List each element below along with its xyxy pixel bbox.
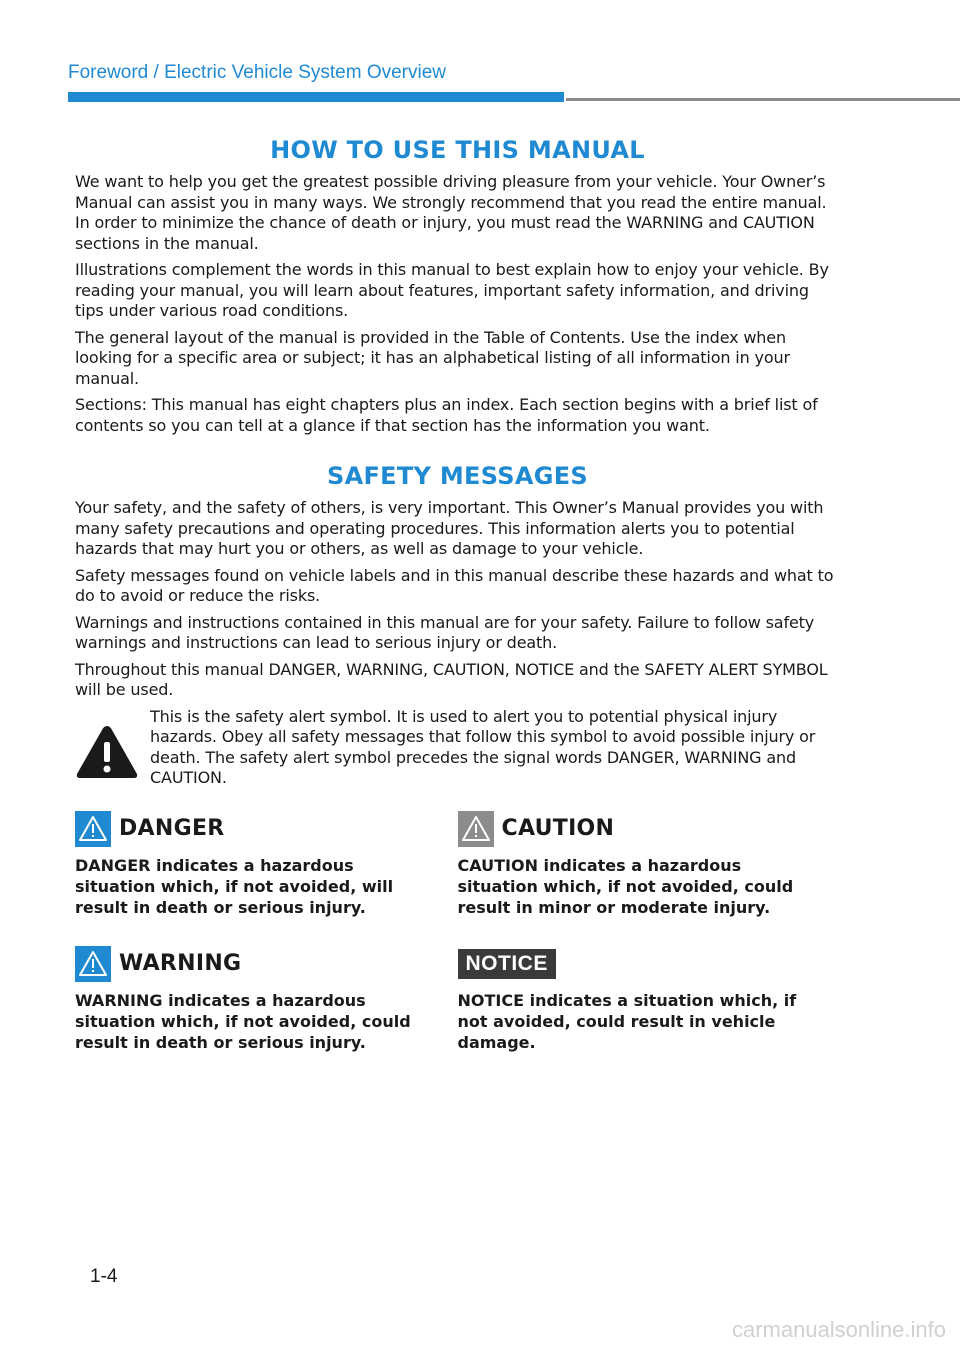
warning-description: WARNING indicates a hazardous situation which, if not avoided, could result in death or serious injury. (75, 990, 411, 1052)
warning-triangle-icon (75, 707, 150, 785)
notice-description: NOTICE indicates a situation which, if not avoided, could result in vehicle damage. (457, 990, 797, 1052)
signal-words (75, 809, 840, 1079)
paragraph: Throughout this manual DANGER, WARNING, CAUTION, NOTICE and the SAFETY ALERT SYMBOL will be used. (75, 659, 828, 699)
page-content (75, 136, 840, 1079)
warning-triangle-icon (458, 811, 494, 847)
notice-block (458, 944, 841, 1053)
header-rule (566, 98, 960, 101)
section-title-safety: SAFETY MESSAGES (327, 462, 588, 490)
paragraph: Sections: This manual has eight chapters plus an index. Each section begins with a brief list of contents so you can tell at a glance if that section has the information you want. (75, 395, 818, 435)
notice-badge: NOTICE (458, 949, 556, 979)
signal-column-right (458, 809, 841, 1079)
paragraph: Warnings and instructions contained in this manual are for your safety. Failure to follow safety warnings and instructions can lead to serious injury or death. (75, 612, 815, 652)
warning-triangle-icon (75, 811, 111, 847)
signal-column-left (75, 809, 458, 1079)
caution-label: CAUTION (501, 816, 615, 841)
danger-description: DANGER indicates a hazardous situation which, if not avoided, will result in death or serious injury. (75, 855, 394, 917)
breadcrumb: Foreword / Electric Vehicle System Overview (68, 62, 447, 83)
page-number: 1-4 (90, 1266, 118, 1287)
danger-label: DANGER (119, 816, 225, 841)
safety-alert-row (75, 707, 840, 795)
section-title-how-to-use: HOW TO USE THIS MANUAL (270, 136, 645, 164)
paragraph: Your safety, and the safety of others, is very important. This Owner’s Manual provides you with many safety precautions and operating procedures. This information alerts you to potential hazards that may hurt you or others, as well as damage to your vehicle. (75, 498, 824, 558)
warning-label: WARNING (119, 951, 242, 976)
paragraph: We want to help you get the greatest possible driving pleasure from your vehicle. Your Owner’s Manual can assist you in many ways. We strongly recommend that you read the entire manual. In order to minimize the chance of death or injury, you must read the WARNING and CAUTION sections in the manual. (75, 172, 827, 253)
warning-triangle-icon (75, 946, 111, 982)
safety-alert-text: This is the safety alert symbol. It is used to alert you to potential physical injury hazards. Obey all safety messages that follow this symbol to avoid possible injury or death. The safety alert symbol precedes the signal words DANGER, WARNING and CAUTION. (150, 706, 816, 787)
warning-block (75, 944, 458, 1053)
watermark-brand: carmanualsonline.info (731, 1317, 946, 1342)
paragraph: Safety messages found on vehicle labels and in this manual describe these hazards and what to do to avoid or reduce the risks. (75, 565, 834, 605)
paragraph: Illustrations complement the words in this manual to best explain how to enjoy your vehicle. By reading your manual, you will learn about features, important safety information, and driving tips under various road conditions. (75, 260, 829, 320)
caution-block (458, 809, 841, 918)
paragraph: The general layout of the manual is provided in the Table of Contents. Use the index when looking for a specific area or subject; it has an alphabetical listing of all information in your manual. (75, 327, 790, 388)
danger-block (75, 809, 458, 918)
caution-description: CAUTION indicates a hazardous situation which, if not avoided, could result in minor or moderate injury. (457, 855, 794, 917)
header-accent-bar (68, 92, 564, 102)
